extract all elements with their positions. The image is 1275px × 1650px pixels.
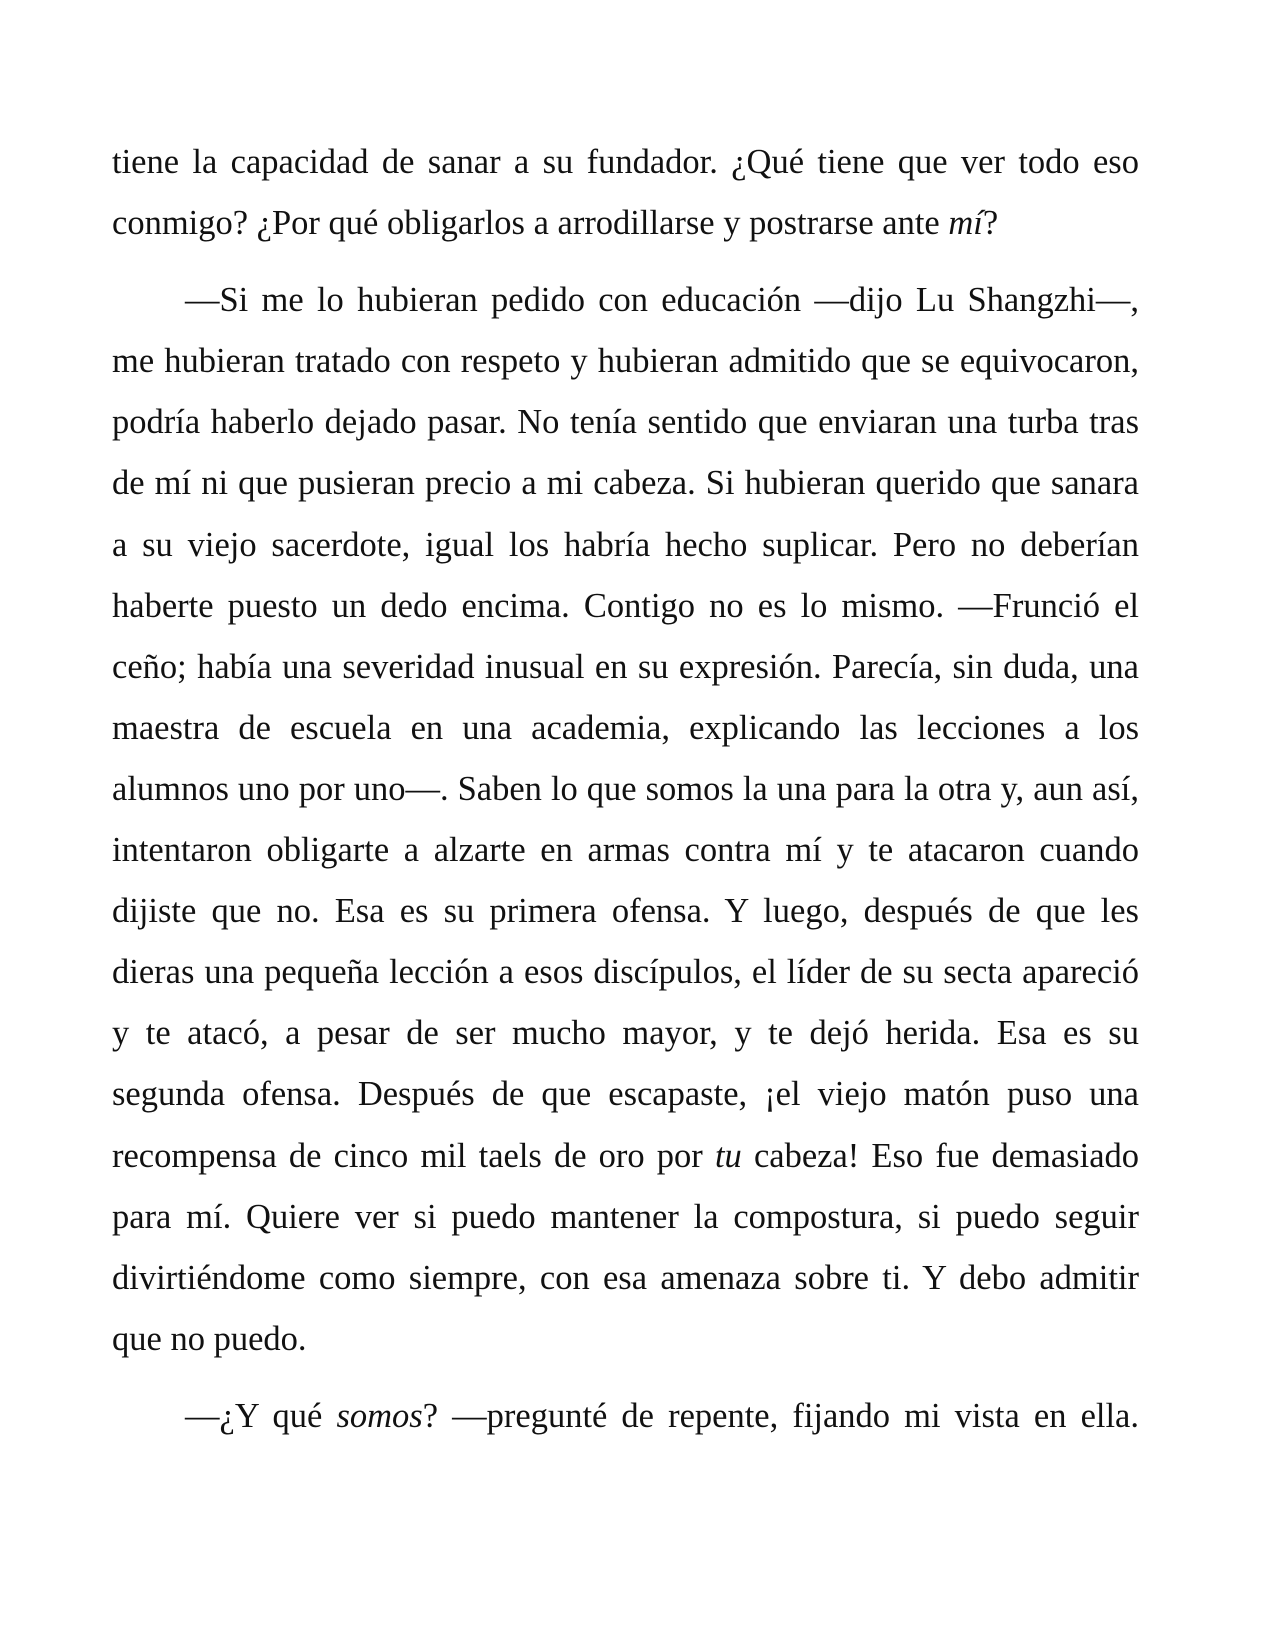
paragraph-2-text-b: cabeza! Eso fue demasiado para mí. Quiere ver si puedo mantener la compostura, si puedo seguir divirtiéndome como siempre, con esa amenaza sobre ti. Y debo admitir que no puedo. <box>112 1136 1140 1358</box>
paragraph-2-text-a: —Si me lo hubieran pedido con educación —dijo Lu Shangzhi—, me hubieran tratado con respeto y hubieran admitido que se equivocaron, podría haberlo dejado pasar. No tenía sentido que enviaran una turba tras de mí ni que pusieran precio a mi cabeza. Si hubieran querido que sanara a su viejo sacerdote, igual los habría hecho suplicar. Pero no deberían haberte puesto un dedo encima. Contigo no es lo mismo. —Frunció el ceño; había una severidad inusual en su expresión. Parecía, sin duda, una maestra de escuela en una academia, explicando las lecciones a los alumnos uno por uno—. Saben lo que somos la una para la otra y, aun así, intentaron obligarte a alzarte en armas contra mí y te atacaron cuando dijiste que no. Esa es su primera ofensa. Y luego, después de que les dieras una pequeña lección a esos discípulos, el líder de su secta apareció y te atacó, a pesar de ser mucho mayor, y te dejó herida. Esa es su segunda ofensa. Después de que escapaste, ¡el viejo matón puso una recompensa de cinco mil taels de oro por <box>112 281 1139 1175</box>
paragraph-3-text-a: —¿Y qué <box>185 1396 337 1435</box>
paragraph-1-italic-mi: mí <box>948 204 983 243</box>
paragraph-1 <box>112 132 1139 254</box>
document-page <box>112 132 1139 1447</box>
paragraph-3-italic-somos: somos <box>336 1396 423 1435</box>
paragraph-2 <box>112 270 1139 1370</box>
paragraph-3-text-b: ? —pregunté de repente, fijando mi vista en ella. <box>422 1396 1139 1435</box>
paragraph-3 <box>112 1386 1139 1447</box>
paragraph-1-text-b: ? <box>982 204 999 243</box>
paragraph-2-italic-tu: tu <box>714 1136 742 1175</box>
paragraph-1-text-a: tiene la capacidad de sanar a su fundador. ¿Qué tiene que ver todo eso conmigo? ¿Por qué obligarlos a arrodillarse y postrarse ante <box>112 143 1139 243</box>
